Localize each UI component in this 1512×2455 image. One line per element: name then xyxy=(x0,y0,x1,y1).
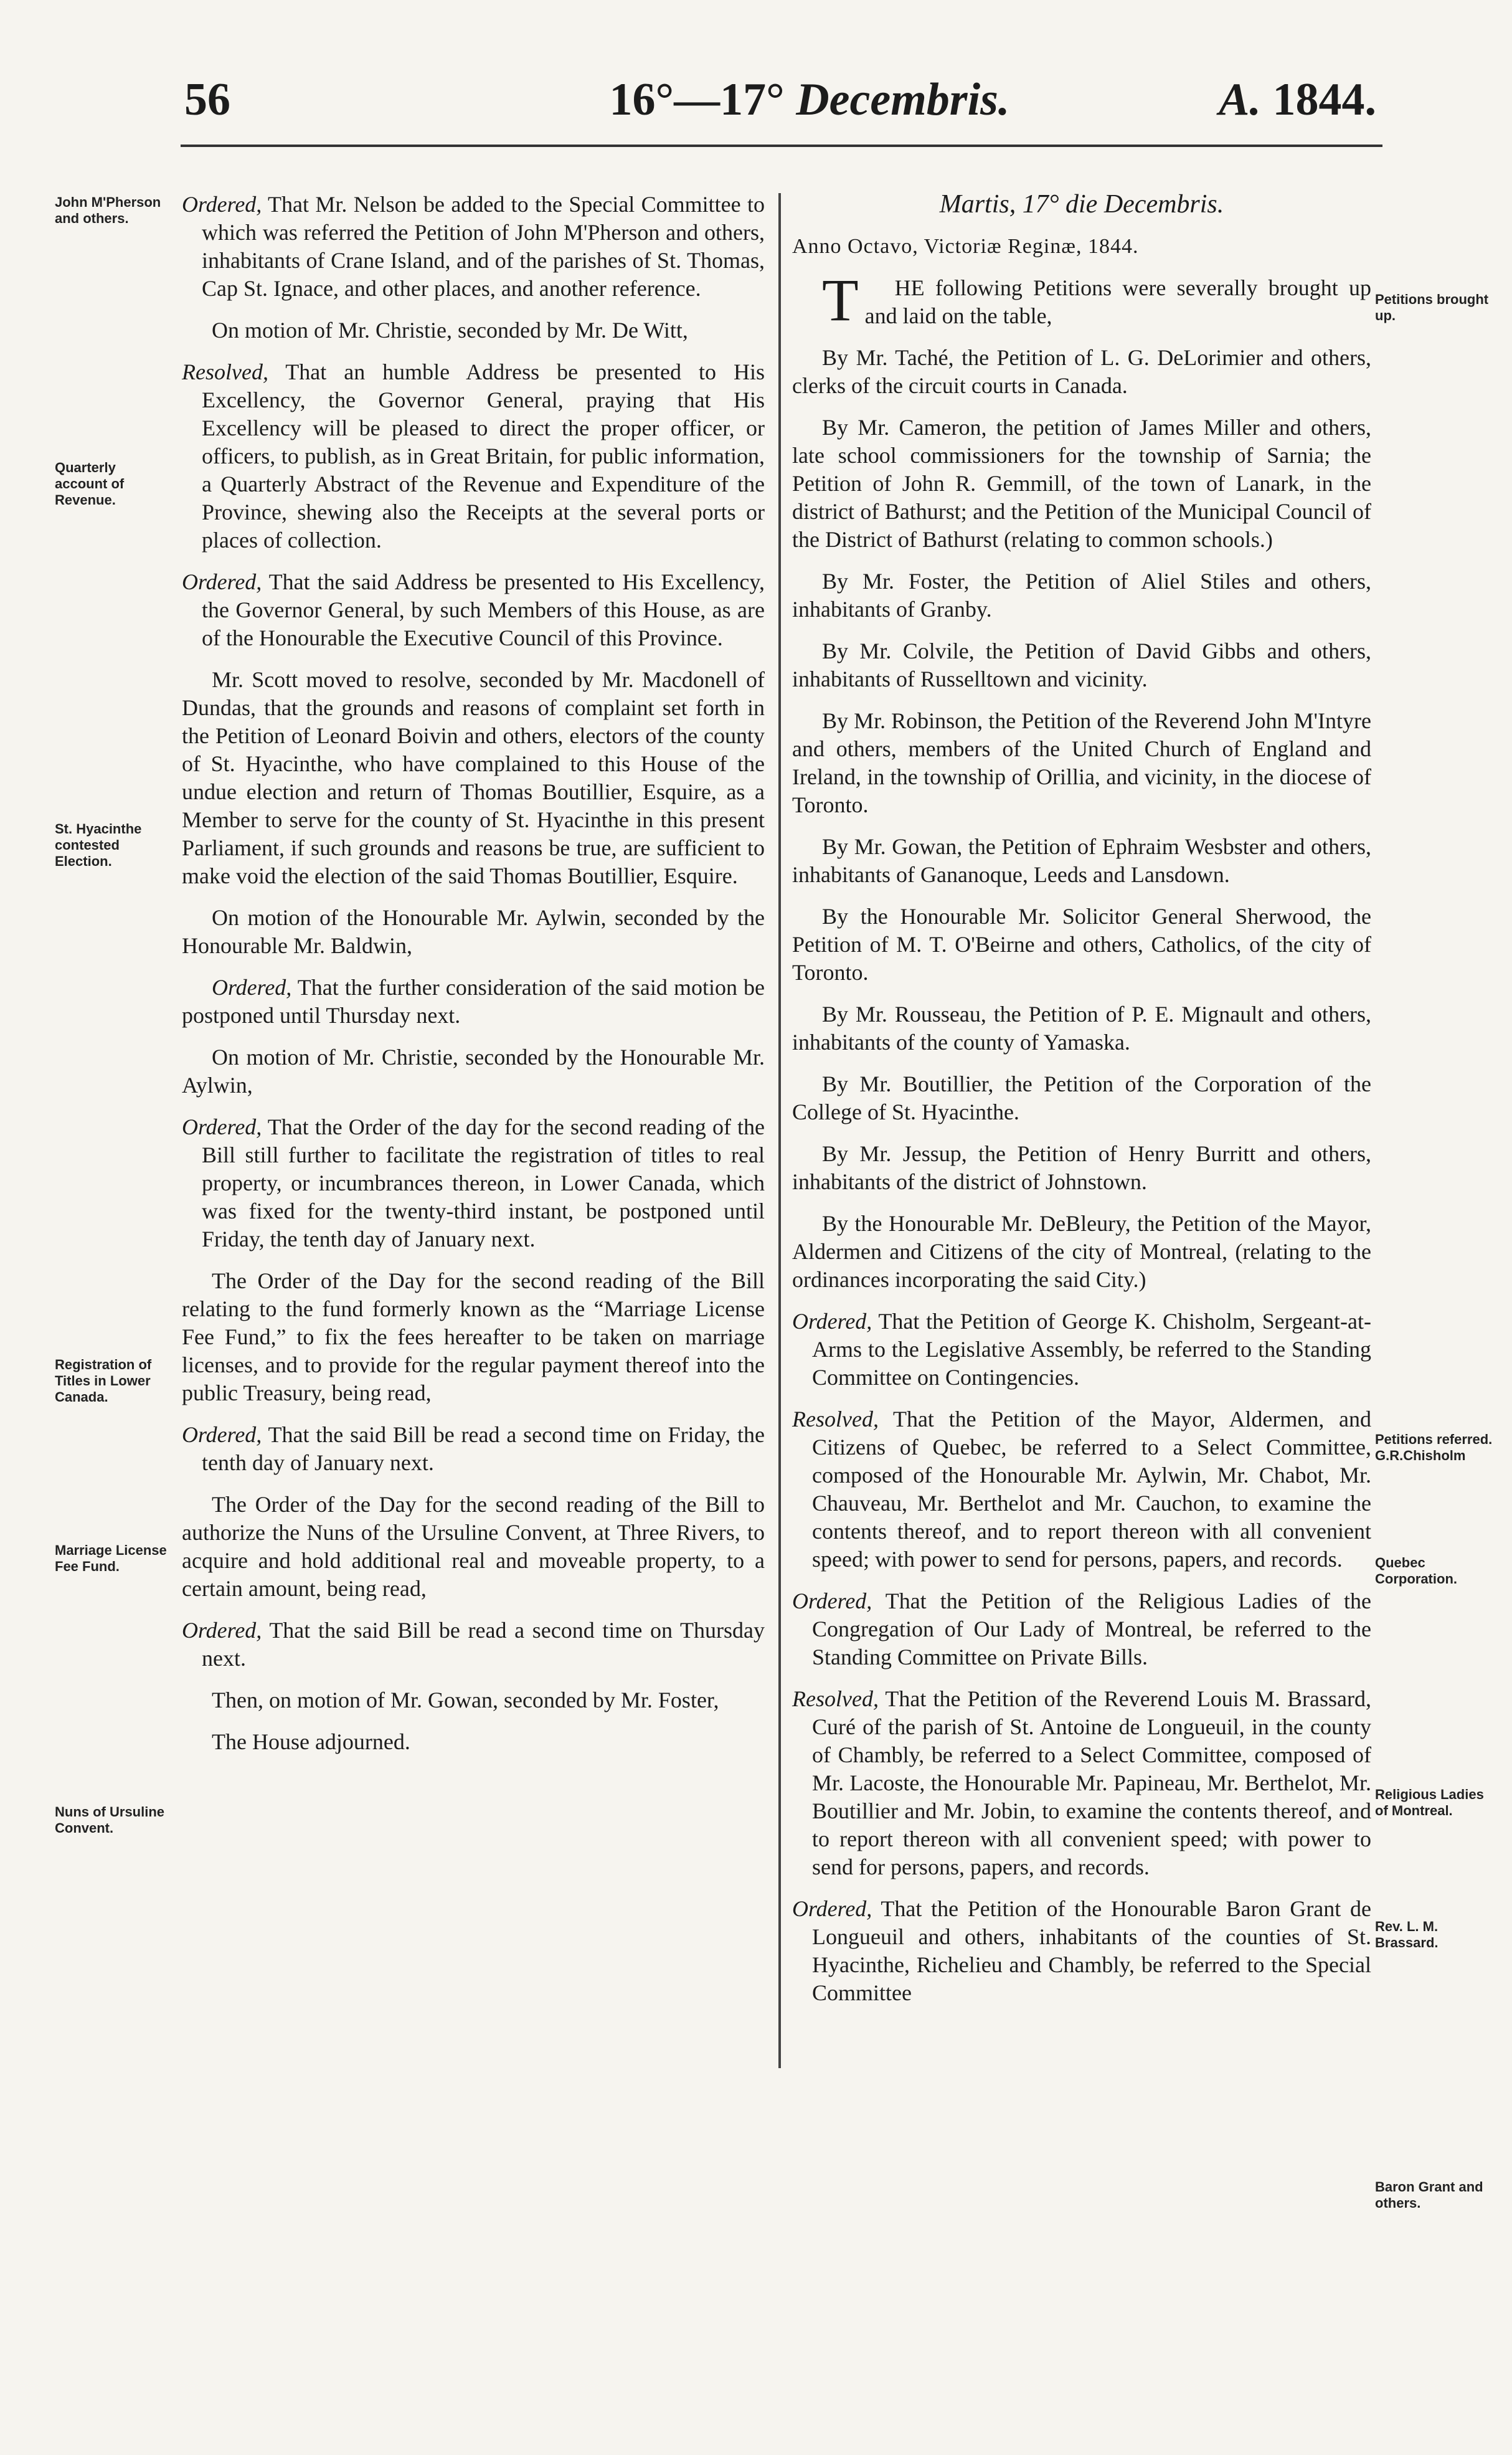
paragraph xyxy=(792,1587,1371,1671)
paragraph-text xyxy=(792,414,1371,554)
margin-note-left: Marriage License Fee Fund. xyxy=(55,1542,167,1574)
paragraph xyxy=(182,191,765,303)
paragraph xyxy=(792,232,1371,260)
paragraph-body: That Mr. Nelson be added to the Special Committee to which was referred the Petition of John M'Pherson and others, inhabitants of Crane Island, and of the parishes of St. Thomas, Cap St. Ignace, and other places, and another reference. xyxy=(202,192,765,301)
paragraph-text xyxy=(792,1210,1371,1294)
paragraph-text xyxy=(182,666,765,890)
paragraph-body: Then, on motion of Mr. Gowan, seconded by Mr. Foster, xyxy=(212,1688,719,1712)
paragraph xyxy=(182,666,765,890)
paragraph xyxy=(792,1000,1371,1057)
margin-note-left: Nuns of Ursuline Convent. xyxy=(55,1804,165,1836)
paragraph-lead: Ordered, xyxy=(792,1309,872,1334)
paragraph-lead: Ordered, xyxy=(182,569,262,594)
paragraph-text xyxy=(792,707,1371,819)
margin-note-left: Registration of Titles in Lower Canada. xyxy=(55,1357,152,1405)
paragraph-text xyxy=(792,1895,1371,2007)
paragraph-body: That the Petition of the Mayor, Aldermen, and Citizens of Quebec, be referred to a Select Committee, composed of the Honourable Mr. Aylwin, Mr. Chabot, Mr. Chauveau, Mr. Berthelot and Mr. Cauchon, to examine the contents thereof, and to report thereon with all convenient speed; with power to send for persons, papers, and records. xyxy=(812,1407,1371,1572)
paragraph-text xyxy=(182,1491,765,1603)
paragraph-text xyxy=(182,568,765,652)
paragraph-text xyxy=(182,1113,765,1253)
paragraph-body: Anno Octavo, Victoriæ Reginæ, 1844. xyxy=(792,235,1139,258)
paragraph-text xyxy=(792,903,1371,987)
paragraph-body: That the Petition of the Reverend Louis M. Brassard, Curé of the parish of St. Antoine de Longueuil, in the county of Chambly, be referred to a Select Committee, composed of Mr. Lacoste, the Honourable Mr. Papineau, Mr. Berthelot, Mr. Boutillier and Mr. Jobin, to examine the contents thereof, and to report thereon with all convenient speed; with power to send for persons, papers, and records. xyxy=(812,1686,1371,1879)
paragraph-body: The Order of the Day for the second reading of the Bill to authorize the Nuns of the Ursuline Convent, at Three Rivers, to acquire and hold additional real and moveable property, to a certain amount, being read, xyxy=(182,1492,765,1601)
paragraph xyxy=(792,1895,1371,2007)
margin-note-left: John M'Pherson and others. xyxy=(55,194,161,226)
paragraph-body: Mr. Scott moved to resolve, seconded by Mr. Macdonell of Dundas, that the grounds and reasons of complaint set forth in the Petition of Leonard Boivin and others, electors of the county of St. Hyacinthe, who have complained to this House of the undue election and return of Thomas Boutillier, Esquire, as a Member to serve for the county of St. Hyacinthe in this present Parliament, if such grounds and reasons be true, are sufficient to make void the election of the said Thomas Boutillier, Esquire. xyxy=(182,667,765,888)
margin-note-right: Quebec Corporation. xyxy=(1375,1555,1457,1587)
header-rule xyxy=(181,145,1382,147)
page-number: 56 xyxy=(184,74,230,125)
page-date xyxy=(573,75,1046,125)
paragraph-body: That the Petition of the Religious Ladies of the Congregation of Our Lady of Montreal, be referred to the Standing Committee on Private Bills. xyxy=(812,1588,1371,1669)
paragraph-lead: Resolved, xyxy=(792,1407,879,1432)
paragraph-text xyxy=(792,191,1371,219)
paragraph xyxy=(792,1308,1371,1392)
paragraph-lead: Ordered, xyxy=(792,1588,872,1613)
year-letter: A. xyxy=(1219,74,1261,125)
paragraph-text xyxy=(792,1140,1371,1196)
paragraph-body: That the further consideration of the said motion be postponed until Thursday next. xyxy=(182,975,765,1028)
paragraph xyxy=(792,833,1371,889)
margin-note-right: Rev. L. M. Brassard. xyxy=(1375,1919,1439,1950)
paragraph-text xyxy=(792,637,1371,693)
paragraph-body: That the said Address be presented to His Excellency, the Governor General, by such Members of this House, as are of the Honourable the Executive Council of this Province. xyxy=(202,569,765,650)
paragraph-body: The House adjourned. xyxy=(212,1729,410,1754)
paragraph-text xyxy=(182,974,765,1030)
paragraph-text xyxy=(182,1421,765,1477)
paragraph xyxy=(792,567,1371,624)
paragraph-text xyxy=(792,1405,1371,1574)
paragraph-text xyxy=(792,232,1371,260)
paragraph-body: By the Honourable Mr. DeBleury, the Petition of the Mayor, Aldermen and Citizens of the city of Montreal, (relating to the ordinances incorporating the said City.) xyxy=(792,1211,1371,1292)
paragraph-body: That the Petition of George K. Chisholm, Sergeant-at-Arms to the Legislative Assembly, be referred to the Standing Committee on Contingencies. xyxy=(812,1309,1371,1390)
paragraph-text xyxy=(182,358,765,554)
paragraph-body: On motion of the Honourable Mr. Aylwin, seconded by the Honourable Mr. Baldwin, xyxy=(182,905,765,958)
right-column xyxy=(792,191,1371,2021)
paragraph-lead: Ordered, xyxy=(182,1618,262,1643)
paragraph xyxy=(792,344,1371,400)
paragraph-body: Martis, 17° die Decembris. xyxy=(939,190,1224,219)
paragraph xyxy=(792,191,1371,219)
paragraph-body: THE following Petitions were severally brought up and laid on the table, xyxy=(822,267,1371,333)
paragraph-text xyxy=(792,267,1371,333)
year-value: 1844. xyxy=(1272,74,1376,125)
paragraph xyxy=(182,1686,765,1714)
paragraph-body: The Order of the Day for the second reading of the Bill relating to the fund formerly known as the “Marriage License Fee Fund,” to fix the fees hereafter to be taken on marriage licenses, and to provide for the regular payment thereof into the public Treasury, being read, xyxy=(182,1268,765,1405)
paragraph-body: By Mr. Jessup, the Petition of Henry Burritt and others, inhabitants of the district of Johnstown. xyxy=(792,1141,1371,1194)
paragraph xyxy=(182,1267,765,1407)
paragraph-text xyxy=(182,316,765,344)
paragraph-lead: Ordered, xyxy=(792,1896,872,1921)
paragraph xyxy=(182,1421,765,1477)
page-year xyxy=(1171,75,1376,125)
paragraph-body: That the said Bill be read a second time on Thursday next. xyxy=(202,1618,765,1671)
paragraph xyxy=(182,1617,765,1673)
paragraph-lead: Resolved, xyxy=(792,1686,879,1711)
paragraph xyxy=(182,1728,765,1756)
paragraph xyxy=(792,1405,1371,1574)
paragraph xyxy=(792,637,1371,693)
paragraph-text xyxy=(182,191,765,303)
paragraph-text xyxy=(182,1686,765,1714)
paragraph-body: By Mr. Foster, the Petition of Aliel Stiles and others, inhabitants of Granby. xyxy=(792,569,1371,622)
paragraph xyxy=(182,316,765,344)
paragraph xyxy=(182,1491,765,1603)
paragraph-text xyxy=(792,1685,1371,1881)
paragraph-body: That an humble Address be presented to His Excellency, the Governor General, praying that His Excellency will be pleased to direct the proper officer, or officers, to publish, as in Great Britain, for public information, a Quarterly Abstract of the Revenue and Expenditure of the Province, shewing also the Receipts at the several ports or places of collection. xyxy=(202,359,765,553)
paragraph xyxy=(792,1140,1371,1196)
paragraph-lead: Ordered, xyxy=(212,975,292,1000)
paragraph xyxy=(182,974,765,1030)
left-column xyxy=(182,191,765,1770)
paragraph-body: On motion of Mr. Christie, seconded by the Honourable Mr. Aylwin, xyxy=(182,1045,765,1098)
paragraph-body: On motion of Mr. Christie, seconded by Mr. De Witt, xyxy=(212,318,688,343)
paragraph-body: By Mr. Taché, the Petition of L. G. DeLorimier and others, clerks of the circuit courts in Canada. xyxy=(792,345,1371,398)
paragraph xyxy=(792,1685,1371,1881)
paragraph-body: By Mr. Colvile, the Petition of David Gibbs and others, inhabitants of Russelltown and vicinity. xyxy=(792,639,1371,691)
margin-note-left: Quarterly account of Revenue. xyxy=(55,460,125,508)
paragraph xyxy=(182,1043,765,1099)
date-word: Decembris. xyxy=(796,74,1010,125)
margin-note-right: Petitions referred. G.R.Chisholm xyxy=(1375,1432,1493,1463)
paragraph-body: By Mr. Rousseau, the Petition of P. E. Mignault and others, inhabitants of the county of Yamaska. xyxy=(792,1002,1371,1055)
paragraph-text xyxy=(182,1728,765,1756)
paragraph-text xyxy=(792,1000,1371,1057)
paragraph-text xyxy=(182,1043,765,1099)
paragraph-text xyxy=(792,833,1371,889)
paragraph-text xyxy=(792,1587,1371,1671)
paragraph-body: By Mr. Robinson, the Petition of the Reverend John M'Intyre and others, members of the United Church of England and Ireland, in the township of Orillia, and vicinity, in the diocese of Toronto. xyxy=(792,708,1371,817)
paragraph-body: That the said Bill be read a second time on Friday, the tenth day of January next. xyxy=(202,1422,765,1475)
paragraph-lead: Ordered, xyxy=(182,1114,262,1139)
paragraph xyxy=(792,903,1371,987)
paragraph-lead: Resolved, xyxy=(182,359,268,384)
paragraph xyxy=(182,568,765,652)
paragraph-lead: Ordered, xyxy=(182,1422,262,1447)
paragraph-body: That the Order of the day for the second reading of the Bill still further to facilitate the registration of titles to real property, or incumbrances thereon, in Lower Canada, which was fixed for the twenty-third instant, be postponed until Friday, the tenth day of January next. xyxy=(202,1114,765,1251)
margin-note-right: Religious Ladies of Montreal. xyxy=(1375,1787,1484,1818)
date-prefix: 16°—17° xyxy=(609,74,785,125)
paragraph xyxy=(792,1070,1371,1126)
paragraph-body: By the Honourable Mr. Solicitor General Sherwood, the Petition of M. T. O'Beirne and others, Catholics, of the city of Toronto. xyxy=(792,904,1371,985)
paragraph-body: By Mr. Cameron, the petition of James Miller and others, late school commissioners for the township of Sarnia; the Petition of John R. Gemmill, of the town of Lanark, in the district of Bathurst; and the Petition of the Municipal Council of the District of Bathurst (relating to common schools.) xyxy=(792,415,1371,552)
margin-note-left: St. Hyacinthe contested Election. xyxy=(55,821,142,869)
paragraph xyxy=(792,414,1371,554)
paragraph xyxy=(792,1210,1371,1294)
paragraph-text xyxy=(182,1617,765,1673)
paragraph xyxy=(182,1113,765,1253)
paragraph-body: That the Petition of the Honourable Baron Grant de Longueuil and others, inhabitants of the counties of St. Hyacinthe, Richelieu and Chambly, be referred to the Special Committee xyxy=(812,1896,1371,2005)
column-divider xyxy=(778,193,781,2068)
margin-note-right: Baron Grant and others. xyxy=(1375,2179,1483,2211)
paragraph-text xyxy=(182,904,765,960)
paragraph xyxy=(792,707,1371,819)
paragraph-body: By Mr. Gowan, the Petition of Ephraim Wesbster and others, inhabitants of Gananoque, Leeds and Lansdown. xyxy=(792,834,1371,887)
paragraph-text xyxy=(792,567,1371,624)
paragraph xyxy=(182,904,765,960)
paragraph-text xyxy=(792,1308,1371,1392)
paragraph-body: By Mr. Boutillier, the Petition of the Corporation of the College of St. Hyacinthe. xyxy=(792,1071,1371,1124)
paragraph-lead: Ordered, xyxy=(182,192,262,217)
paragraph xyxy=(792,267,1371,333)
paragraph-text xyxy=(792,1070,1371,1126)
paragraph xyxy=(182,358,765,554)
paragraph-text xyxy=(792,344,1371,400)
paragraph-text xyxy=(182,1267,765,1407)
margin-note-right: Petitions brought up. xyxy=(1375,292,1489,323)
